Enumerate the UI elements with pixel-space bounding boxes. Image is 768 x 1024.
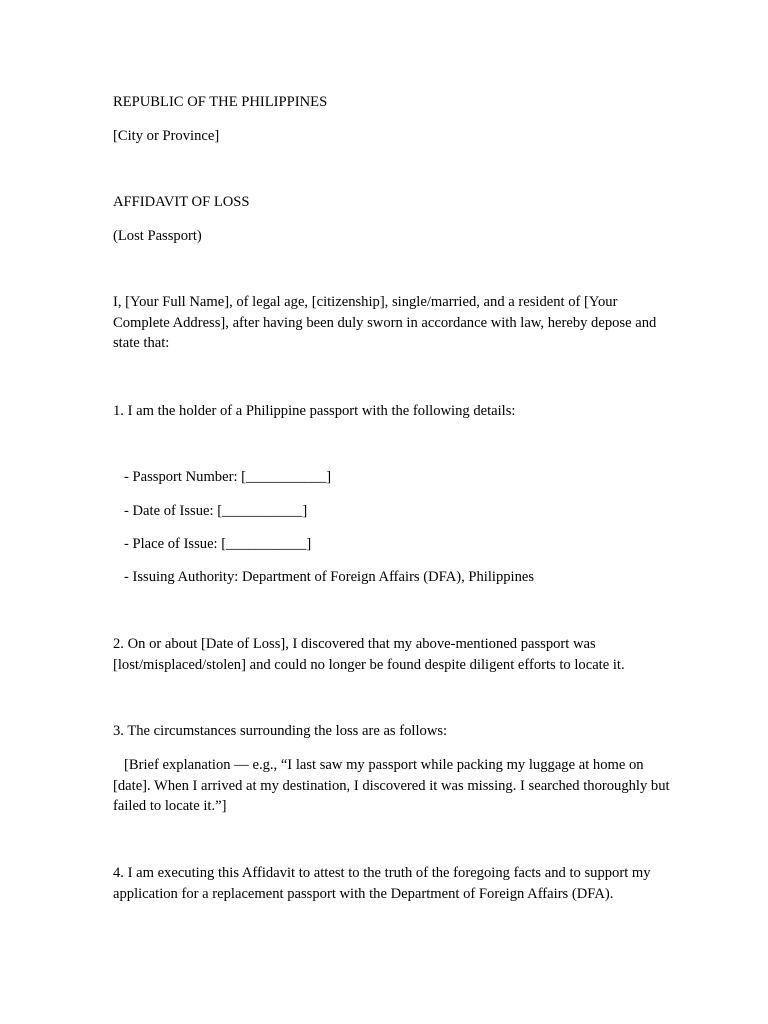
detail-place-of-issue: - Place of Issue: [___________]: [124, 536, 312, 552]
detail-passport-number: - Passport Number: [___________]: [124, 469, 332, 485]
item-4: 4. I am executing this Affidavit to attest to the truth of the foregoing facts and to support my application for a replacement passport with the Department of Foreign Affairs (DFA).: [113, 865, 651, 902]
item-2: 2. On or about [Date of Loss], I discovered that my above-mentioned passport was [lost/misplaced/stolen] and could no longer be found despite diligent efforts to locate it.: [113, 636, 625, 673]
item-1: 1. I am the holder of a Philippine passport with the following details:: [113, 403, 516, 419]
document-subtitle: (Lost Passport): [113, 228, 202, 244]
republic-heading: REPUBLIC OF THE PHILIPPINES: [113, 94, 328, 110]
detail-issuing-authority: - Issuing Authority: Department of Foreign Affairs (DFA), Philippines: [124, 569, 535, 585]
item-3: 3. The circumstances surrounding the loss are as follows:: [113, 723, 448, 739]
explanation-paragraph: [Brief explanation — e.g., “I last saw my passport while packing my luggage at home on [date]. When I arrived at my destination, I discovered it was missing. I searched thoroughly but failed to locate it.”]: [113, 757, 670, 814]
detail-date-of-issue: - Date of Issue: [___________]: [124, 503, 308, 519]
city-placeholder: [City or Province]: [113, 128, 220, 144]
document-title: AFFIDAVIT OF LOSS: [113, 194, 250, 210]
intro-paragraph: I, [Your Full Name], of legal age, [citizenship], single/married, and a resident of [Your Complete Address], after having been duly sworn in accordance with law, hereby depose and state that:: [113, 294, 657, 351]
